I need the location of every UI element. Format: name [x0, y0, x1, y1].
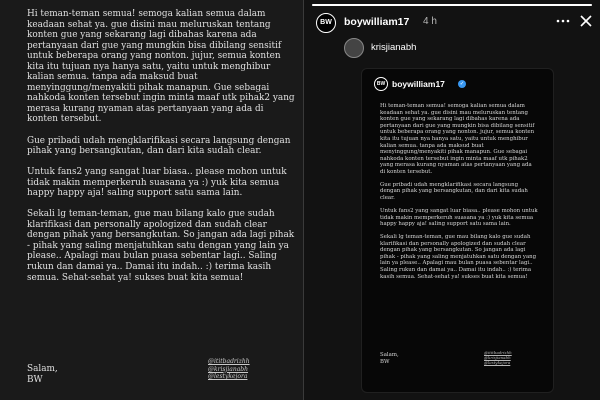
card-closing-salutation: Salam, [380, 352, 399, 358]
story-username[interactable]: boywilliam17 [344, 16, 410, 28]
card-username[interactable]: boywilliam17 [392, 79, 445, 89]
statement-paragraph-1: Hi teman-teman semua! semoga kalian semua dalam keadaan sehat ya. gue disini mau meluruskan tentang konten gue yang sekarang lagi dibahas karena ada pertanyaan dari gue yang mungkin bisa dibilang sensitif untuk beberapa orang yang nonton. jujur, semua konten kita itu tujuan nya hanya satu, yaitu untuk menghibur kalian semua. tanpa ada maksud buat menyinggung/menyakiti pihak manapun. Gue sebagai nahkoda konten tersebut ingin minta maaf utk pihak2 yang merasa kurang nyaman atas pertanyaan yang ada di konten tersebut. [27, 9, 295, 125]
statement-closing [27, 364, 58, 385]
card-paragraph-1: Hi teman-teman semua! semoga kalian semua dalam keadaan sehat ya. gue disini mau meluruskan tentang konten gue yang sekarang lagi dibahas karena ada pertanyaan dari gue yang mungkin bisa dibilang sensitif untuk beberapa orang yang nonton. jujur, semua konten kita itu tujuan nya hanya satu, yaitu untuk menghibur kalian semua. tanpa ada maksud buat menyinggung/menyakiti pihak manapun. Gue sebagai nahkoda konten tersebut ingin minta maaf utk pihak2 yang merasa kurang nyaman atas pertanyaan yang ada di konten tersebut. [380, 103, 535, 175]
instagram-story [304, 0, 600, 400]
verified-badge-icon: ✓ [459, 81, 465, 87]
mention-signatures [208, 358, 250, 381]
card-paragraph-3: Untuk fans2 yang sangat luar biasa.. please mohon untuk tidak makin memperkeruh suasana ya :) yuk kita semua happy happy aja! saling support satu sama lain. [380, 207, 538, 228]
card-mention-1[interactable]: @ititbadrizhh [484, 350, 512, 355]
card-mention-signatures [484, 350, 512, 366]
statement-paragraph-4: Sekali lg teman-teman, gue mau bilang kalo gue sudah klarifikasi dan personally apologized dan sudah clear dengan pihak yang bersangkutan. So jangan ada lagi pihak - pihak yang saling menjatuhkan satu dengan yang lain ya please.. Apalagi mau bulan puasa sebentar lagi.. Saling rukun dan damai ya.. Damai itu indah.. :) terima kasih semua. Sehat-sehat ya! sukses buat kita semua! [27, 209, 295, 283]
statement-paragraph-3: Untuk fans2 yang sangat luar biasa.. please mohon untuk tidak makin memperkeruh suasana ya :) yuk kita semua happy happy aja! saling support satu sama lain. [27, 167, 287, 199]
card-avatar[interactable]: BW [374, 77, 388, 91]
story-header [316, 12, 596, 34]
repost-username[interactable]: krisjianabh [371, 42, 417, 53]
story-avatar[interactable]: BW [316, 13, 336, 33]
closing-salutation: Salam, [27, 364, 58, 374]
card-statement [380, 103, 538, 286]
mention-3[interactable]: @lestykejora [208, 373, 248, 381]
card-closing-signature: BW [380, 358, 390, 365]
card-closing [380, 352, 399, 366]
close-icon[interactable] [579, 14, 593, 32]
story-progress-fill [312, 4, 592, 6]
mention-2[interactable]: @krisjianabh [208, 365, 249, 373]
mention-1[interactable]: @ititbadrizhh [208, 358, 250, 365]
story-timestamp: 4 h [423, 16, 437, 27]
card-paragraph-2: Gue pribadi udah mengklarifikasi secara langsung dengan pihak yang bersangkutan, dan dari kita sudah clear. [380, 181, 528, 202]
repost-avatar[interactable] [344, 38, 364, 58]
statement-paragraph-2: Gue pribadi udah mengklarifikasi secara langsung dengan pihak yang bersangkutan, dan dari kita sudah clear. [27, 135, 291, 157]
story-progress-bar [312, 4, 592, 6]
more-horizontal-icon[interactable] [556, 14, 570, 32]
reposted-post-card[interactable] [361, 68, 554, 393]
closing-signature: BW [27, 374, 43, 385]
card-mention-2[interactable]: @krisjianabh [484, 355, 511, 361]
card-paragraph-4: Sekali lg teman-teman, gue mau bilang kalo gue sudah klarifikasi dan personally apologized dan sudah clear dengan pihak yang bersangkutan. So jangan ada lagi pihak - pihak yang saling menjatuhkan satu dengan yang lain ya please.. Apalagi mau bulan puasa sebentar lagi.. Saling rukun dan damai ya.. Damai itu indah.. :) terima kasih semua. Sehat-sehat ya! sukses buat kita semua! [380, 233, 537, 280]
card-mention-3[interactable]: @lestykejora [484, 360, 511, 366]
